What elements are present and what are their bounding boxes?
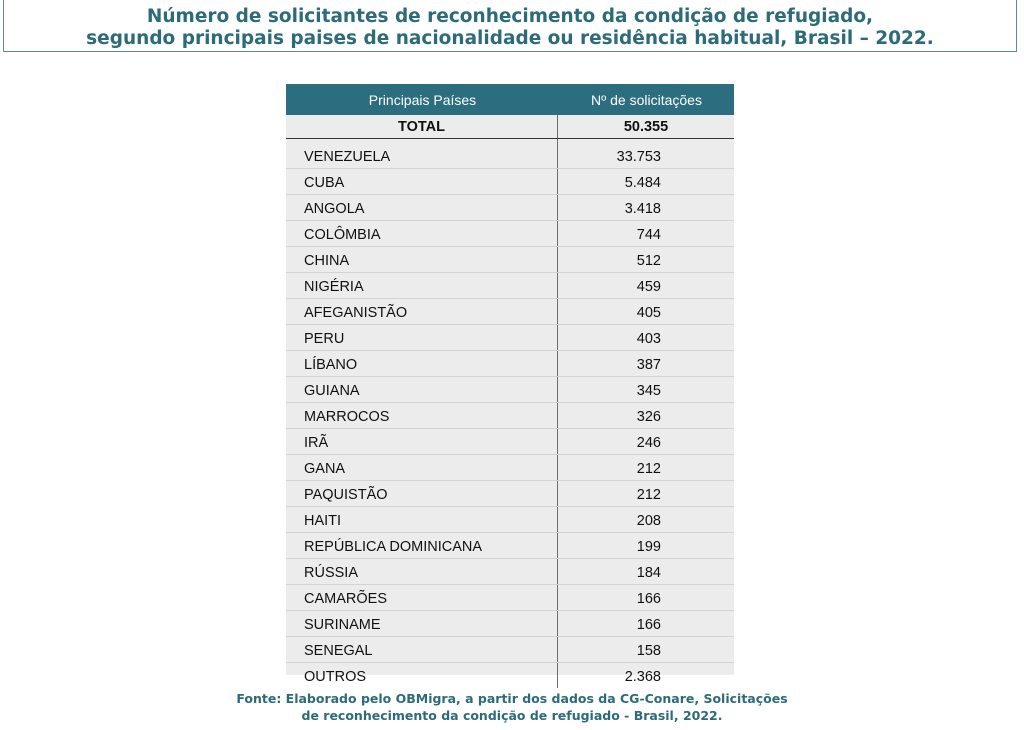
country-cell: CHINA [286,247,558,272]
country-cell: IRÃ [286,429,558,454]
requests-cell: 246 [636,435,661,451]
requests-cell: 5.484 [624,175,661,191]
requests-cell: 405 [636,305,661,321]
table-header [286,84,734,115]
source-line-2: de reconhecimento da condição de refugiado - Brasil, 2022. [301,708,723,723]
table-row [286,507,734,533]
country-cell: NIGÉRIA [286,273,558,298]
requests-cell: 208 [636,513,661,529]
table-row [286,351,734,377]
table-body [286,139,734,688]
header-requests: Nº de solicitações [591,91,702,108]
table-row [286,559,734,585]
total-row [286,115,734,139]
table-row [286,325,734,351]
requests-cell: 212 [636,487,661,503]
country-cell: VENEZUELA [286,139,558,168]
table-row [286,169,734,195]
requests-cell: 326 [636,409,661,425]
table-row [286,221,734,247]
country-cell: CUBA [286,169,558,194]
table-row [286,533,734,559]
requests-cell: 2.368 [624,669,661,685]
requests-cell: 744 [636,227,661,243]
requests-cell: 3.418 [624,201,661,217]
table-row [286,637,734,663]
country-cell: RÚSSIA [286,559,558,584]
table-row [286,139,734,169]
title-line-2: segundo principais paises de nacionalidade ou residência habitual, Brasil – 2022. [86,28,934,49]
requests-cell: 166 [636,591,661,607]
country-cell: REPÚBLICA DOMINICANA [286,533,558,558]
title-line-1: Número de solicitantes de reconhecimento da condição de refugiado, [146,6,874,27]
country-cell: ANGOLA [286,195,558,220]
table-row [286,481,734,507]
table-row [286,377,734,403]
country-cell: LÍBANO [286,351,558,376]
country-cell: OUTROS [286,663,558,688]
table-row [286,611,734,637]
source-line-1: Fonte: Elaborado pelo OBMigra, a partir dos dados da CG-Conare, Solicitações [236,691,788,706]
table-row [286,247,734,273]
country-cell: MARROCOS [286,403,558,428]
country-cell: PERU [286,325,558,350]
country-cell: PAQUISTÃO [286,481,558,506]
total-value: 50.355 [623,119,669,135]
requests-cell: 184 [636,565,661,581]
country-cell: SENEGAL [286,637,558,662]
refugee-requests-table [286,84,734,685]
country-cell: SURINAME [286,611,558,636]
requests-cell: 459 [636,279,661,295]
source-note [0,690,1024,724]
country-cell: COLÔMBIA [286,221,558,246]
table-row [286,455,734,481]
requests-cell: 387 [636,357,661,373]
country-cell: GUIANA [286,377,558,402]
requests-cell: 166 [636,617,661,633]
table-row [286,663,734,688]
requests-cell: 345 [636,383,661,399]
country-cell: GANA [286,455,558,480]
country-cell: AFEGANISTÃO [286,299,558,324]
table-row [286,299,734,325]
requests-cell: 212 [636,461,661,477]
country-cell: HAITI [286,507,558,532]
requests-cell: 33.753 [616,149,661,165]
total-label: TOTAL [286,115,558,138]
requests-cell: 512 [636,253,661,269]
table-row [286,429,734,455]
table-row [286,585,734,611]
requests-cell: 199 [636,539,661,555]
table-row [286,403,734,429]
table-row [286,195,734,221]
requests-cell: 403 [636,331,661,347]
country-cell: CAMARÕES [286,585,558,610]
title-box [3,0,1017,52]
table-row [286,273,734,299]
header-countries: Principais Países [368,91,477,108]
requests-cell: 158 [636,643,661,659]
